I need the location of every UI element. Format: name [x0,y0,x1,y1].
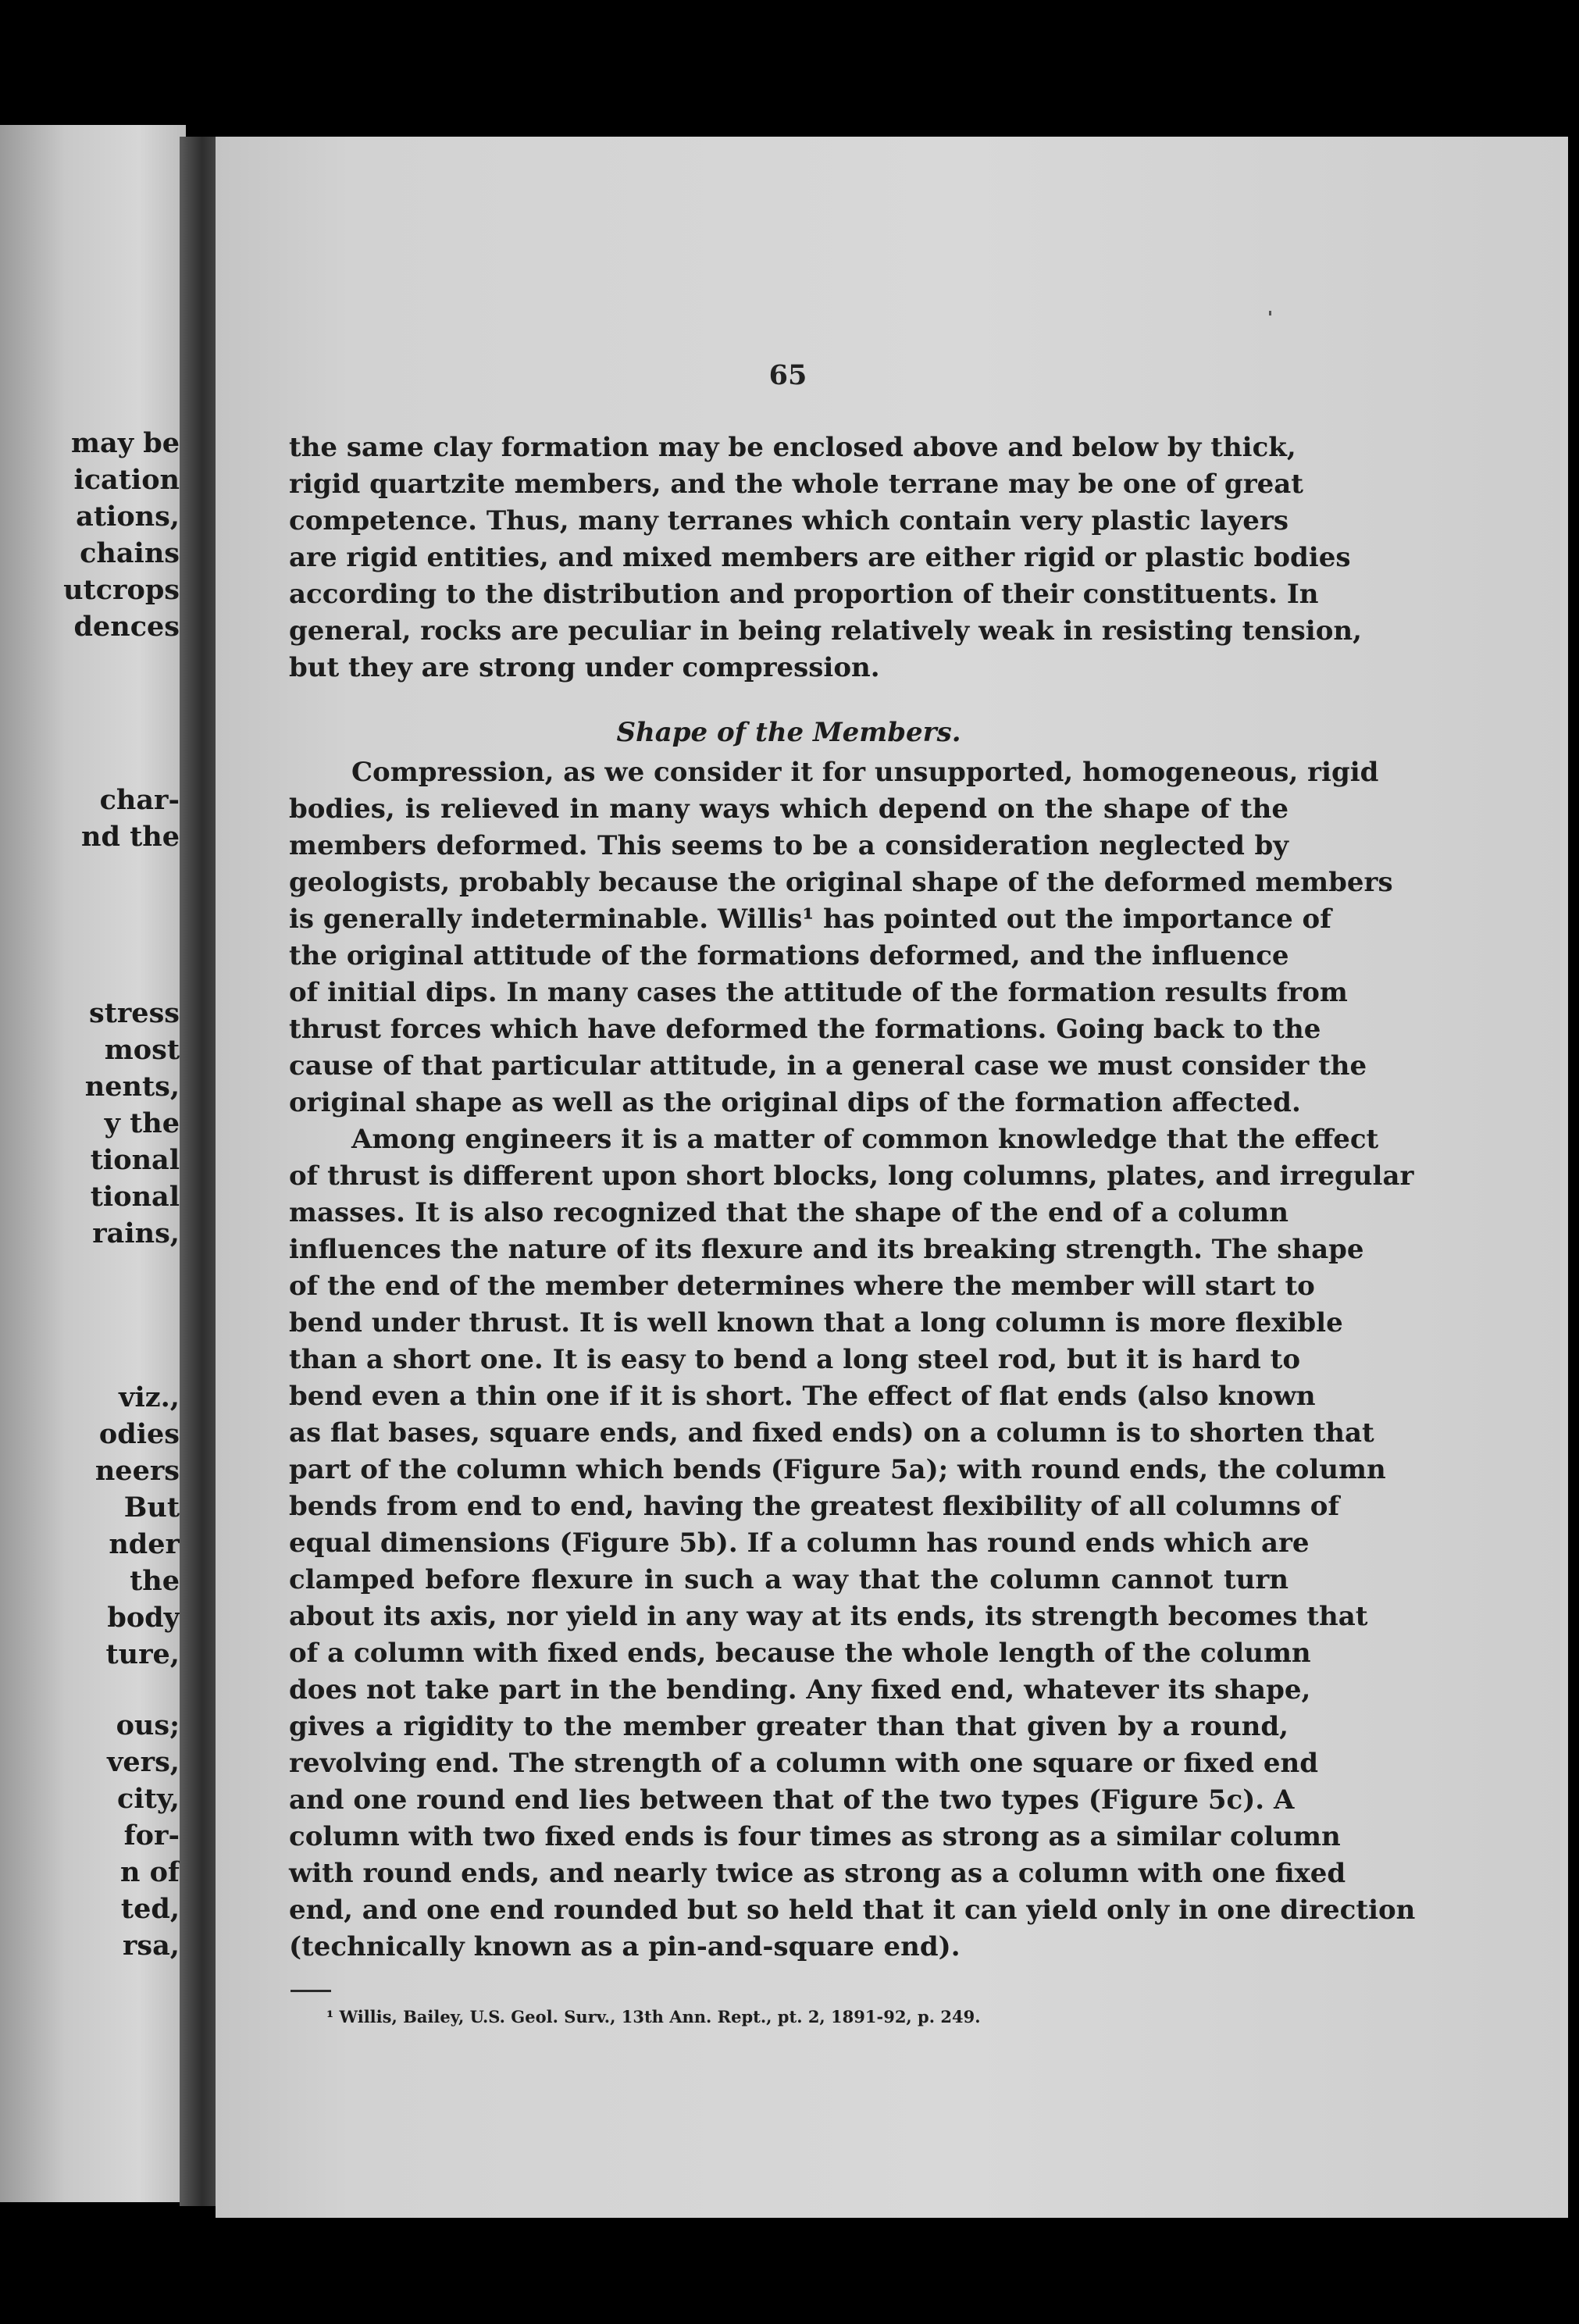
text-line: as flat bases, square ends, and fixed ends) on a column is to shorten that [289,1417,1374,1449]
text-line: does not take part in the bending. Any fixed end, whatever its shape, [289,1674,1311,1706]
text-line: and one round end lies between that of the two types (Figure 5c). A [289,1784,1295,1816]
text-line: bend even a thin one if it is short. The effect of flat ends (also known [289,1381,1316,1412]
text-line: masses. It is also recognized that the shape of the end of a column [289,1197,1289,1228]
text-line: original shape as well as the original dips of the formation affected. [289,1087,1301,1118]
left-page-line: may be [71,427,180,459]
text-line: equal dimensions (Figure 5b). If a column has round ends which are [289,1527,1310,1559]
left-page-line: most [104,1034,180,1066]
text-line: of initial dips. In many cases the attitude of the formation results from [289,977,1348,1008]
page-number: 65 [768,359,807,391]
left-page-line: body [107,1602,180,1634]
text-line: competence. Thus, many terranes which contain very plastic layers [289,505,1289,536]
left-page-line: ations, [76,501,180,533]
text-line: end, and one end rounded but so held that it can yield only in one direction [289,1894,1416,1926]
left-page-line: vers, [107,1746,180,1778]
text-line: (technically known as a pin-and-square end). [289,1931,961,1962]
text-line: Compression, as we consider it for unsupported, homogeneous, rigid [351,757,1379,788]
text-line: general, rocks are peculiar in being relatively weak in resisting tension, [289,615,1362,647]
text-line: thrust forces which have deformed the formations. Going back to the [289,1014,1321,1045]
left-page [0,125,186,2202]
text-line: gives a rigidity to the member greater than that given by a round, [289,1711,1289,1742]
left-page-line: y the [104,1107,180,1139]
text-line: bends from end to end, having the greatest flexibility of all columns of [289,1491,1340,1522]
text-line: of a column with fixed ends, because the whole length of the column [289,1638,1311,1669]
footnote-divider [290,1990,331,1992]
left-page-line: ted, [120,1893,180,1925]
left-page-line: rsa, [122,1930,180,1962]
left-page-line: the [130,1565,180,1597]
left-page-line: nd the [81,821,180,853]
text-line: members deformed. This seems to be a consideration neglected by [289,830,1289,861]
left-page-line: char- [99,784,180,816]
left-page-line: for- [123,1820,180,1852]
text-line: according to the distribution and proportion of their constituents. In [289,579,1319,610]
left-page-line: dences [73,611,180,643]
text-line: column with two fixed ends is four times as strong as a similar column [289,1821,1341,1852]
left-page-line: rains, [92,1217,180,1249]
text-line: bend under thrust. It is well known that a long column is more flexible [289,1307,1343,1338]
text-line: clamped before flexure in such a way that the column cannot turn [289,1564,1289,1595]
text-line: the original attitude of the formations deformed, and the influence [289,940,1289,971]
left-page-line: tional [90,1144,180,1176]
text-line: Among engineers it is a matter of common knowledge that the effect [351,1124,1379,1155]
left-page-line: chains [80,537,180,569]
left-page-line: nder [109,1528,180,1560]
text-line: geologists, probably because the original shape of the deformed members [289,867,1393,898]
text-line: of thrust is different upon short blocks, long columns, plates, and irregular [289,1160,1414,1192]
text-line: revolving end. The strength of a column with one square or fixed end [289,1748,1319,1779]
left-page-line: ous; [116,1709,180,1741]
book-gutter [180,137,217,2206]
text-line: of the end of the member determines where the member will start to [289,1271,1315,1302]
text-line: cause of that particular attitude, in a general case we must consider the [289,1050,1367,1082]
footnote: ¹ Willis, Bailey, U.S. Geol. Surv., 13th Ann. Rept., pt. 2, 1891-92, p. 249. [326,2007,981,2026]
text-line: influences the nature of its flexure and its breaking strength. The shape [289,1234,1364,1265]
text-line: bodies, is relieved in many ways which depend on the shape of the [289,793,1289,825]
text-line: with round ends, and nearly twice as strong as a column with one fixed [289,1858,1346,1889]
left-page-line: But [123,1492,180,1524]
left-page-line: city, [117,1783,180,1815]
text-line: than a short one. It is easy to bend a long steel rod, but it is hard to [289,1344,1301,1375]
left-page-line: ture, [105,1638,180,1670]
left-page-line: stress [89,997,180,1029]
left-page-line: n of [119,1856,180,1888]
text-line: is generally indeterminable. Willis¹ has pointed out the importance of [289,904,1331,935]
section-heading: Shape of the Members. [616,717,961,748]
text-line: about its axis, nor yield in any way at its ends, its strength becomes that [289,1601,1368,1632]
text-line: but they are strong under compression. [289,652,880,683]
left-page-line: neers [94,1455,180,1487]
page-speck [1269,311,1271,315]
left-page-line: utcrops [63,574,180,606]
text-line: rigid quartzite members, and the whole terrane may be one of great [289,469,1303,500]
left-page-line: viz., [119,1381,180,1413]
text-line: are rigid entities, and mixed members are either rigid or plastic bodies [289,542,1351,573]
text-line: part of the column which bends (Figure 5a); with round ends, the column [289,1454,1386,1485]
left-page-line: odies [98,1418,180,1450]
left-page-line: ication [73,464,180,496]
left-page-line: nents, [84,1071,180,1103]
left-page-line: tional [90,1181,180,1213]
text-line: the same clay formation may be enclosed above and below by thick, [289,432,1296,463]
